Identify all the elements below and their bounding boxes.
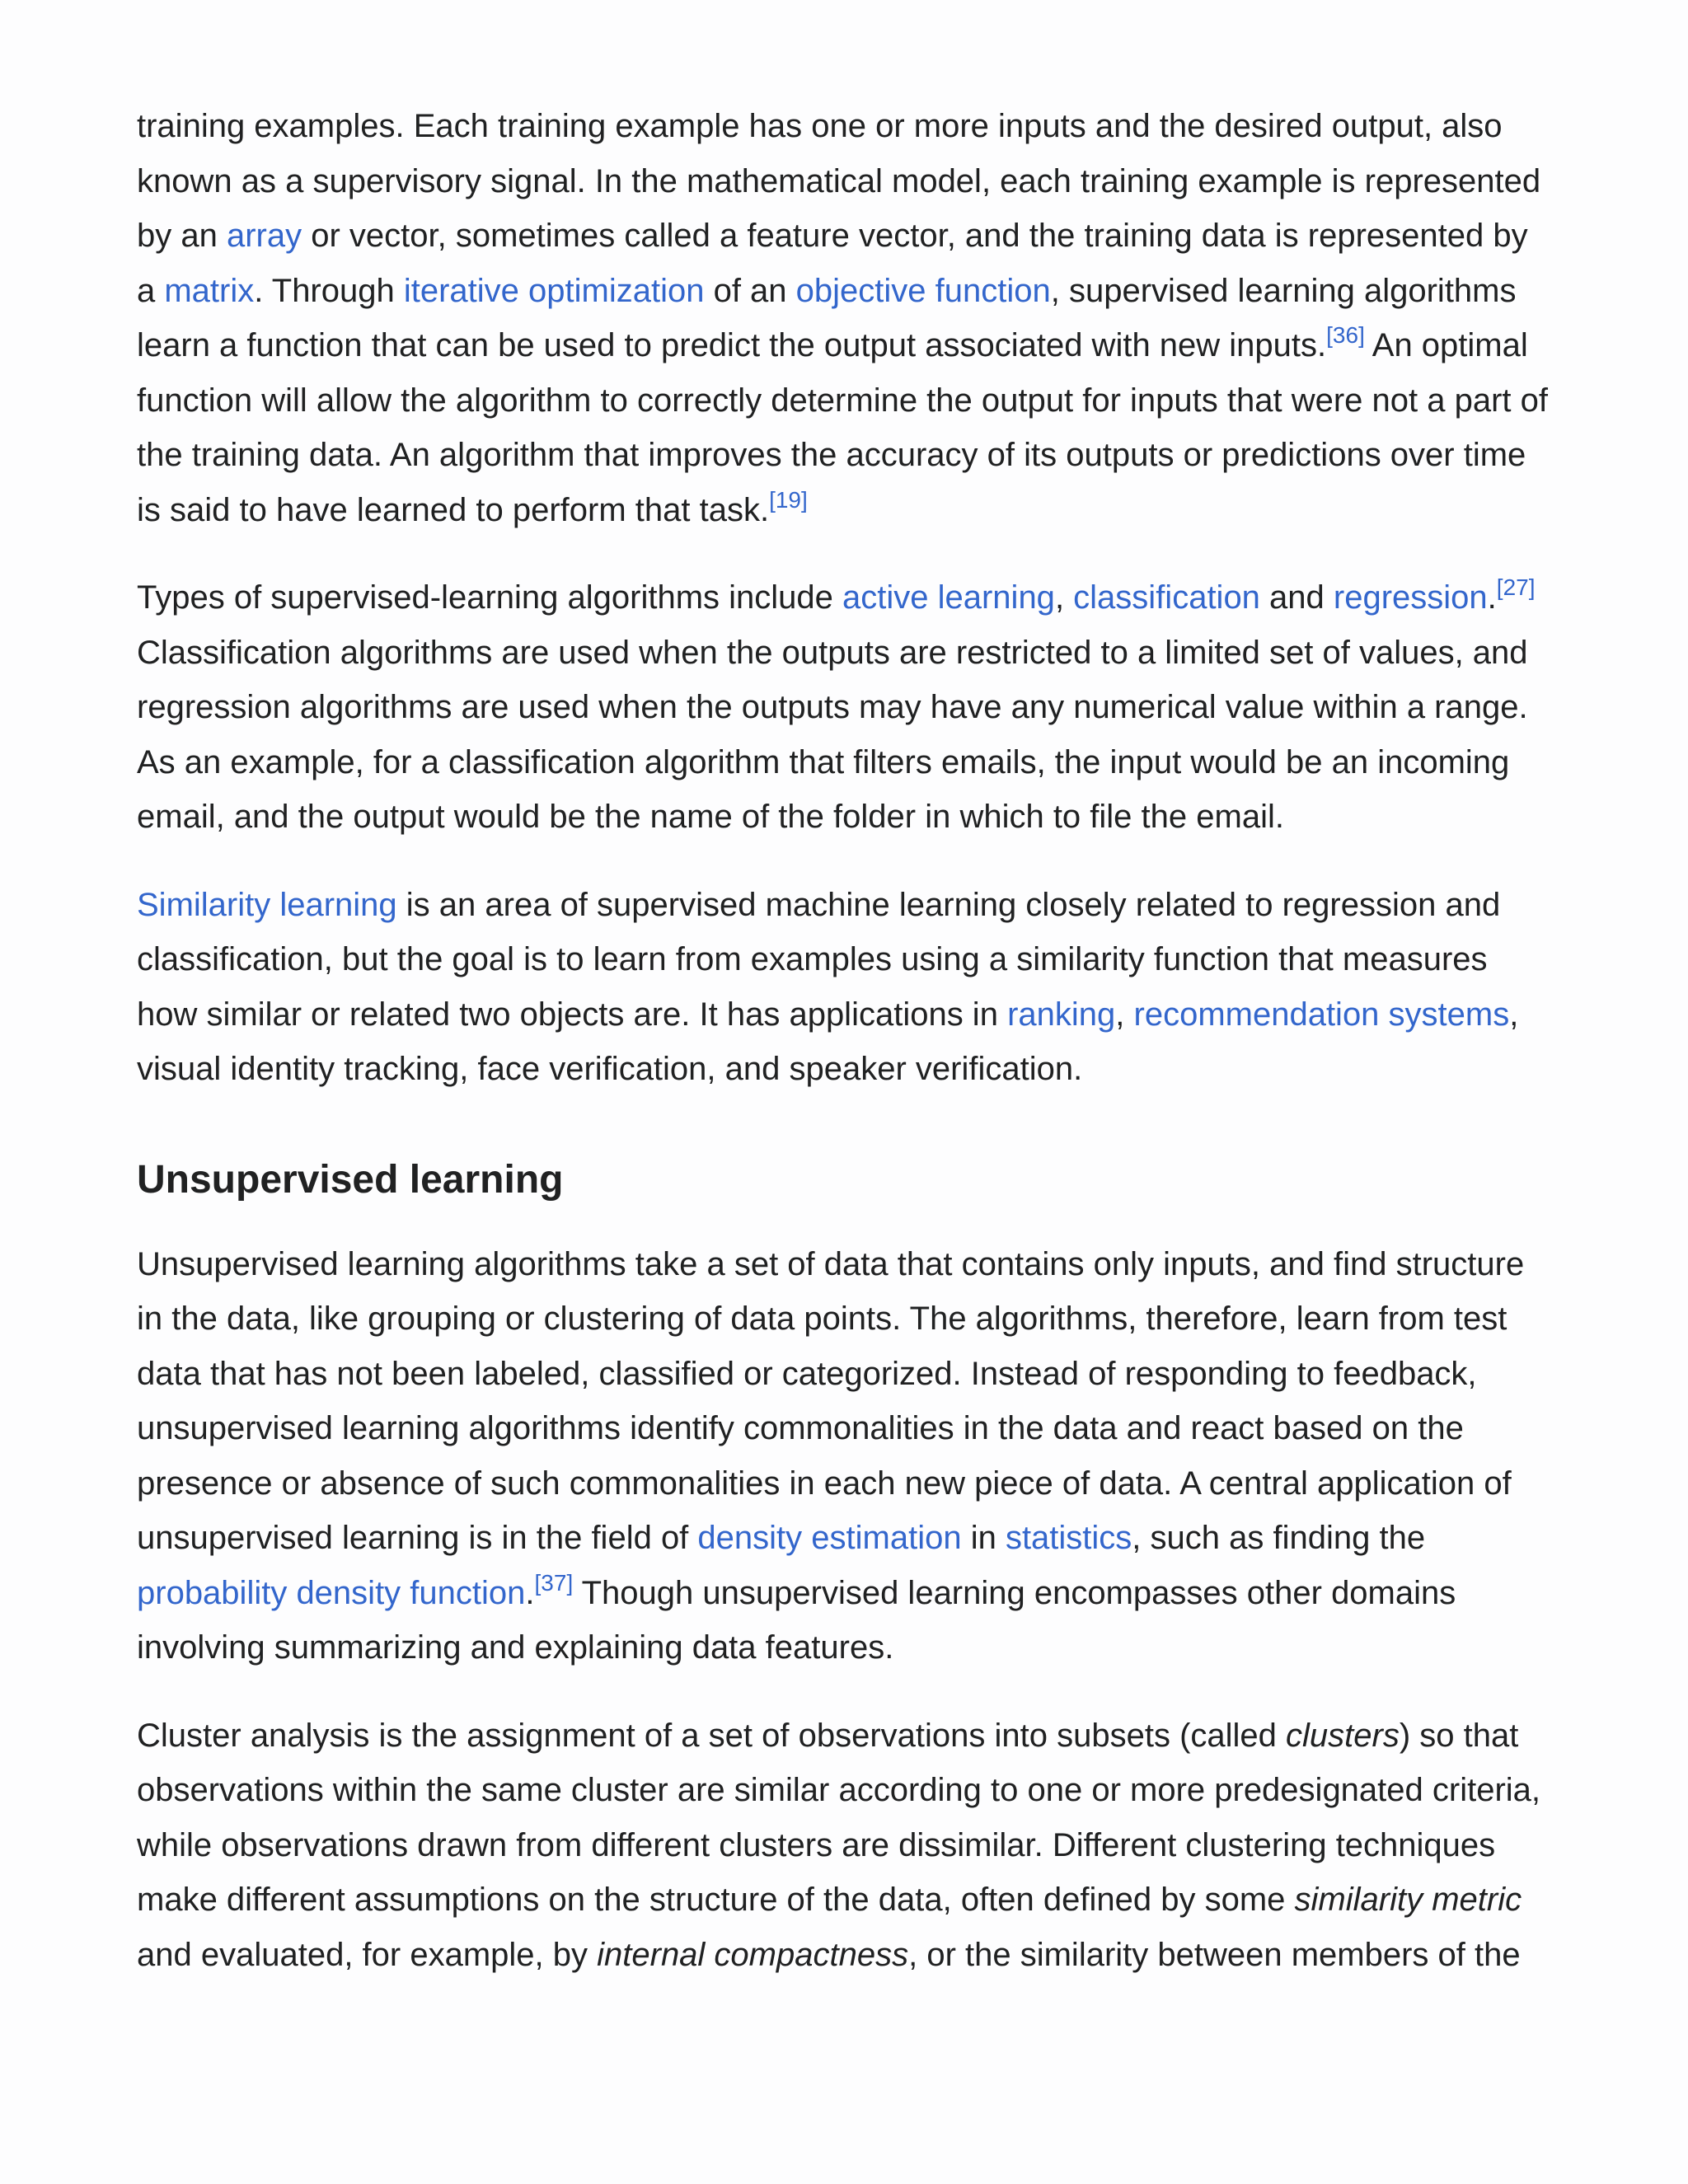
citation-36[interactable]: [36] [1326,322,1365,348]
text: , [1054,579,1074,616]
link-statistics[interactable]: statistics [1005,1520,1132,1556]
text: An optimal function will allow the algorithm to correctly determine the output for inputs that were not a part of the training data. An algorithm that improves the accuracy of its outputs or predictions over time is said to have learned to perform that task. [137,327,1548,528]
text: Though unsupervised learning encompasses other domains involving summarizing and explaining data features. [137,1574,1456,1666]
text: . [1487,579,1497,616]
text: and [1259,579,1334,616]
paragraph-similarity-learning [137,878,1554,1097]
link-probability-density-function[interactable]: probability density function [137,1574,526,1611]
text: is an area of supervised machine learning closely related to regression and classification, but the goal is to learn from examples using a similarity function that measures how similar or related two objects are. It has applications in [137,886,1501,1033]
text: , or the similarity between members of the [908,1936,1521,1973]
citation-19[interactable]: [19] [769,486,808,513]
paragraph-unsupervised-intro [137,1237,1554,1675]
emphasis-internal-compactness: internal compactness [597,1936,909,1973]
emphasis-clusters: clusters [1286,1717,1400,1754]
text: and evaluated, for example, by [137,1936,598,1973]
text: . [525,1574,535,1611]
text: training examples. Each training example has one or more inputs and the desired output, also known as a supervisory signal. In the mathematical model, each training example is represented by an [137,108,1541,254]
text: of an [704,272,796,309]
emphasis-similarity-metric: similarity metric [1294,1882,1522,1918]
link-regression[interactable]: regression [1333,579,1488,616]
text: Cluster analysis is the assignment of a set of observations into subsets (called [137,1717,1287,1754]
link-similarity-learning[interactable]: Similarity learning [137,886,397,923]
link-objective-function[interactable]: objective function [795,272,1051,309]
text: , [1115,996,1134,1033]
paragraph-cluster-analysis [137,1708,1554,1983]
link-array[interactable]: array [226,218,302,254]
link-classification[interactable]: classification [1073,579,1260,616]
article-body [137,99,1554,2015]
citation-37[interactable]: [37] [534,1569,574,1596]
text: ) so that observations within the same cluster are similar according to one or more predesignated criteria, while observations drawn from different clusters are dissimilar. Different clustering techniques make different assumptions on the structure of the data, often defined by some [137,1717,1541,1918]
link-recommendation-systems[interactable]: recommendation systems [1133,996,1510,1033]
link-matrix[interactable]: matrix [164,272,255,309]
text: Classification algorithms are used when the outputs are restricted to a limited set of values, and regression algorithms are used when the outputs may have any numerical value within a range. As an example, for a classification algorithm that filters emails, the input would be an incoming email, and the output would be the name of the folder in which to file the email. [137,634,1528,835]
text: . Through [254,272,404,309]
link-ranking[interactable]: ranking [1007,996,1116,1033]
text: , supervised learning algorithms learn a function that can be used to predict the output associated with new inputs. [137,272,1517,363]
link-iterative-optimization[interactable]: iterative optimization [403,272,705,309]
citation-27[interactable]: [27] [1496,574,1536,600]
paragraph-supervised-intro [137,99,1554,537]
text: or vector, sometimes called a feature vector, and the training data is represented by a [137,218,1528,309]
text: Types of supervised-learning algorithms include [137,579,842,616]
link-active-learning[interactable]: active learning [842,579,1055,616]
text: , visual identity tracking, face verification, and speaker verification. [137,996,1519,1087]
text: in [961,1520,1006,1556]
link-density-estimation[interactable]: density estimation [697,1520,962,1556]
paragraph-algorithm-types [137,570,1554,845]
text: , such as finding the [1132,1520,1426,1556]
text: Unsupervised learning algorithms take a set of data that contains only inputs, and find structure in the data, like grouping or clustering of data points. The algorithms, therefore, learn from test data that has not been labeled, classified or categorized. Instead of responding to feedback, unsupervised learning algorithms identify commonalities in the data and react based on the presence or absence of such commonalities in each new piece of data. A central application of unsupervised learning is in the field of [137,1245,1525,1556]
section-heading-unsupervised-learning: Unsupervised learning [137,1157,564,1202]
